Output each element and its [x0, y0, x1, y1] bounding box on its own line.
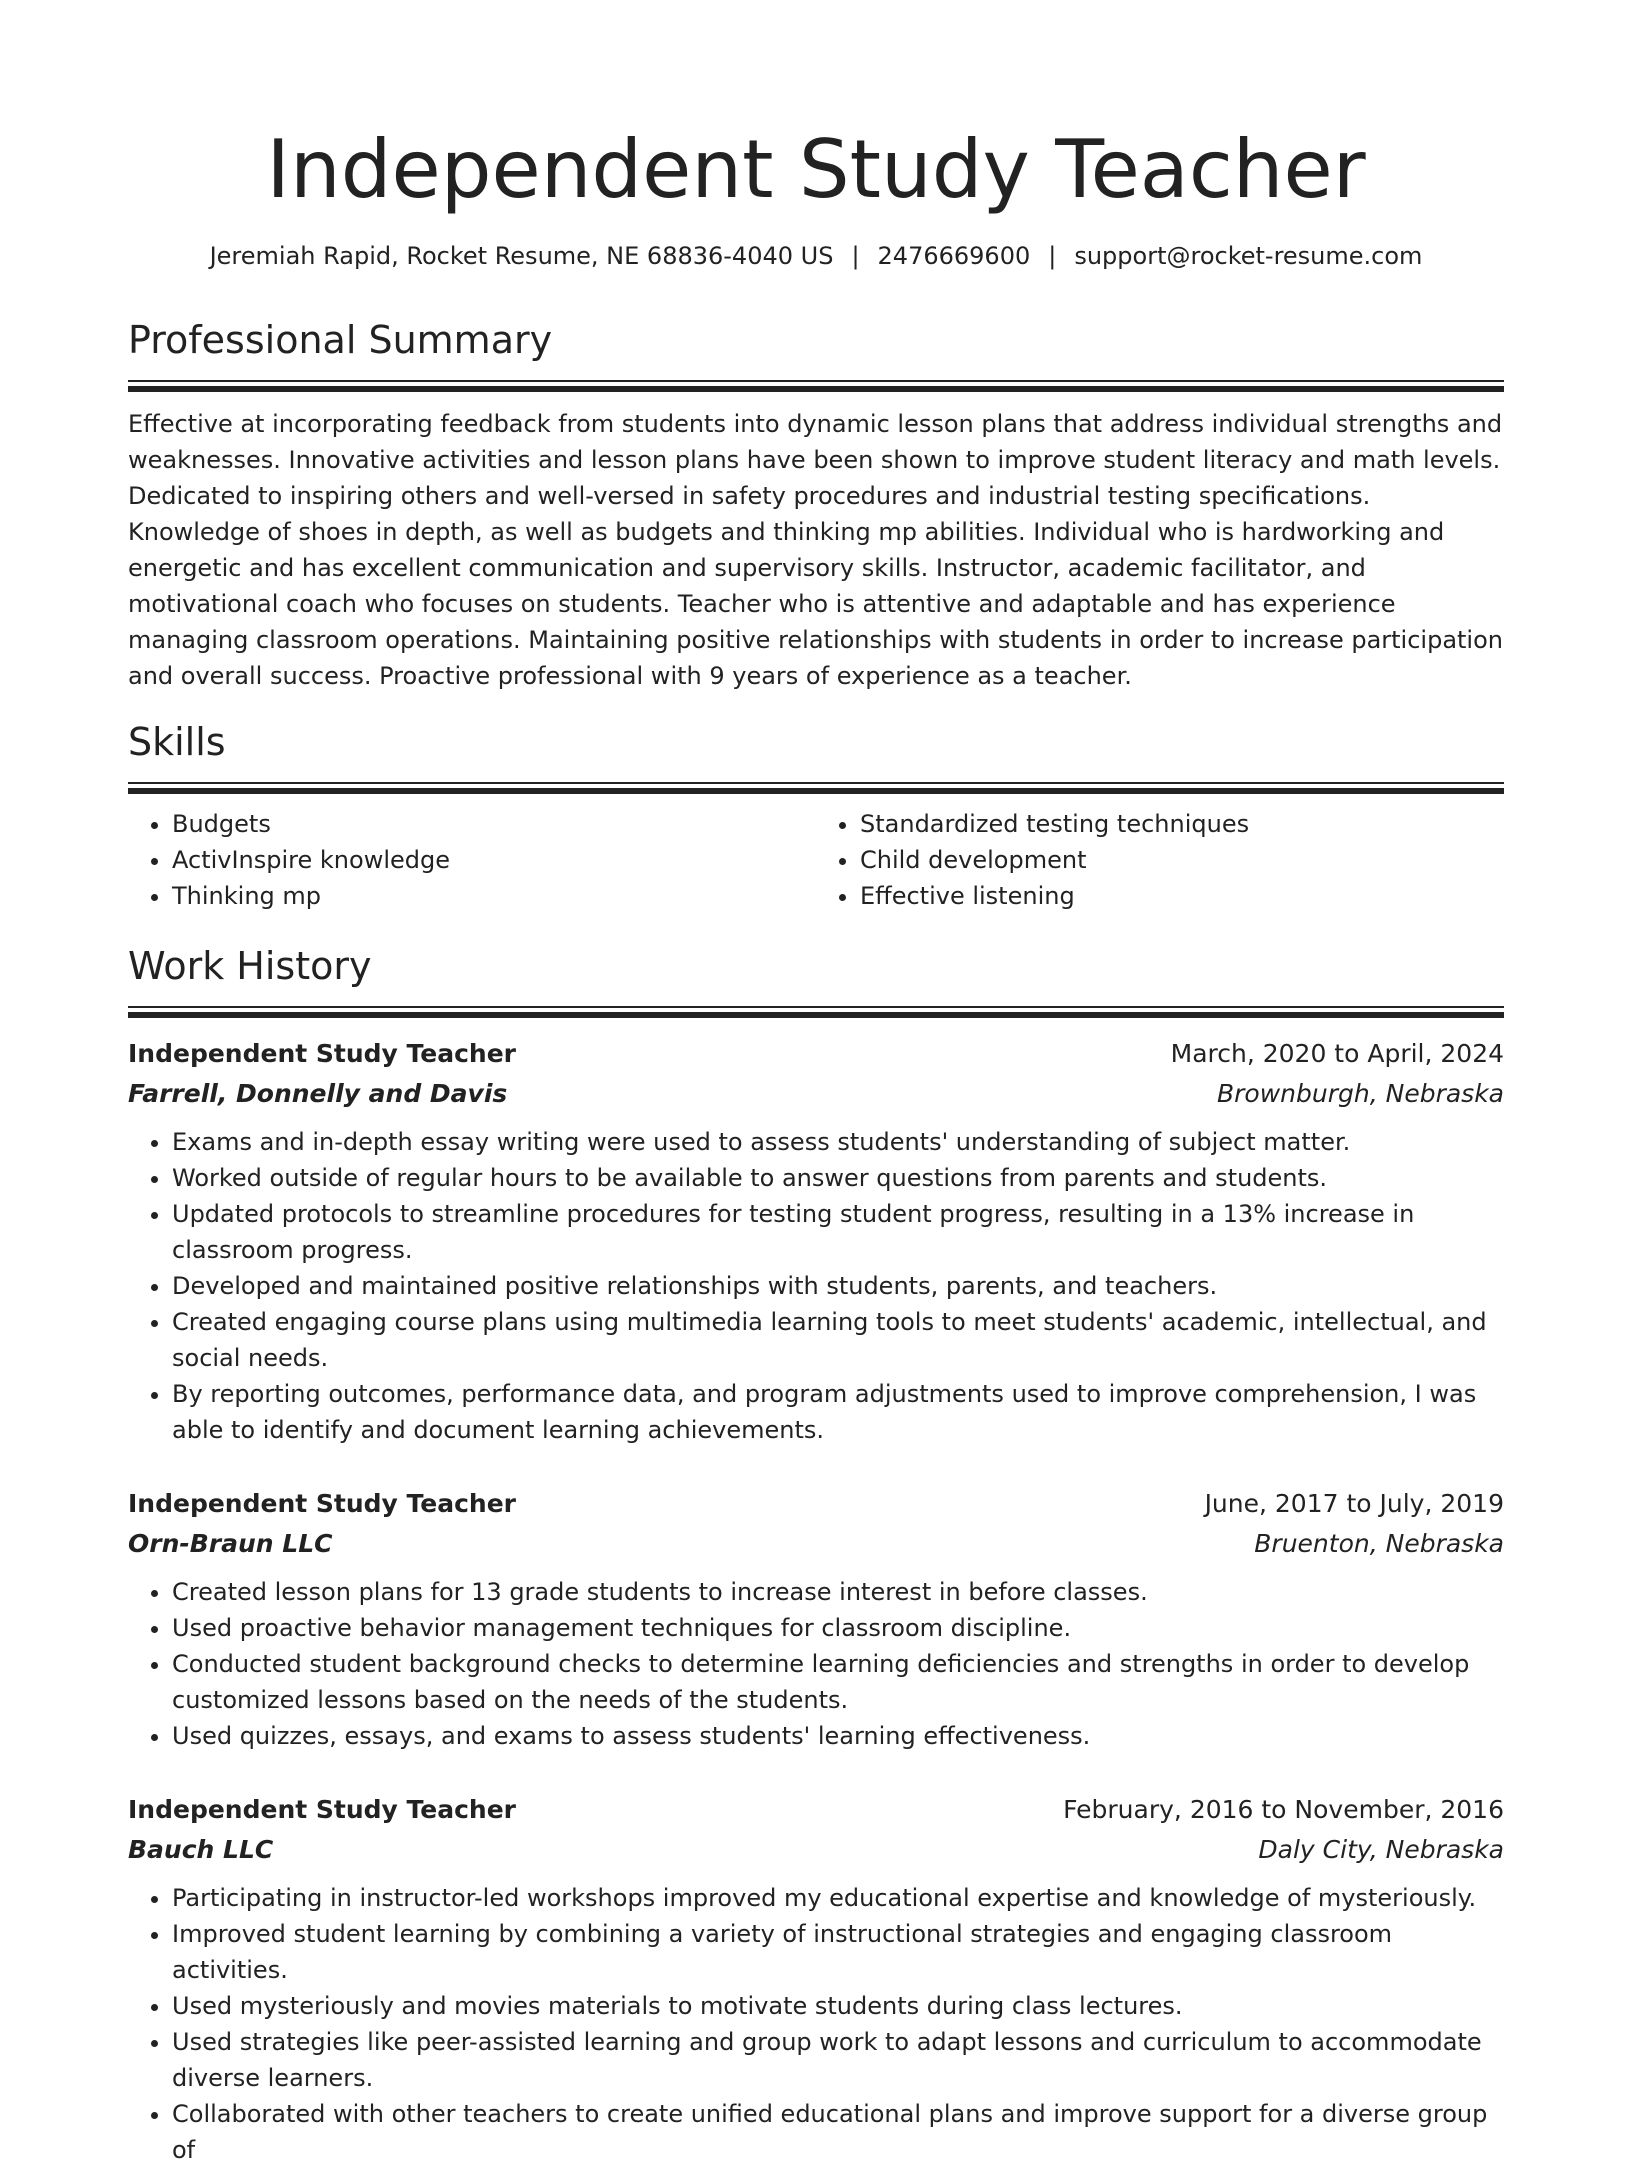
job-entry — [128, 1484, 1504, 1754]
job-entry — [128, 1790, 1504, 2168]
contact-email: support@rocket-resume.com — [1074, 242, 1423, 270]
summary-section — [128, 316, 1504, 694]
summary-heading: Professional Summary — [128, 318, 553, 362]
skill-item: • Budgets — [172, 806, 816, 842]
skills-columns — [128, 806, 1504, 914]
job-entry — [128, 1034, 1504, 1448]
work-section — [128, 942, 1504, 1018]
list-item: • By reporting outcomes, performance data, and program adjustments used to improve comprehension, I was able to identify and document learning achievements. — [172, 1376, 1504, 1448]
contact-line — [128, 240, 1504, 272]
job-header-row — [128, 1484, 1504, 1524]
job-company-row — [128, 1830, 1504, 1870]
contact-address: Jeremiah Rapid, Rocket Resume, NE 68836-4040 US — [209, 242, 834, 270]
job-company: Bauch LLC — [128, 1835, 274, 1864]
contact-phone: 2476669600 — [877, 242, 1031, 270]
job-location: Daly City, Nebraska — [1258, 1835, 1504, 1864]
contact-separator: | — [851, 242, 860, 270]
job-header-row — [128, 1790, 1504, 1830]
list-item: • Worked outside of regular hours to be available to answer questions from parents and students. — [172, 1160, 1504, 1196]
section-rule — [128, 782, 1504, 794]
job-header-row — [128, 1034, 1504, 1074]
job-bullets — [128, 1880, 1504, 2168]
summary-text: Effective at incorporating feedback from students into dynamic lesson plans that address individual strengths and weaknesses. Innovative activities and lesson plans have been shown to improve student literacy and math levels. Dedicated to inspiring others and well-versed in safety procedures and industrial testing specifications. Knowledge of shoes in depth, as well as budgets and thinking mp abilities. Individual who is hardworking and energetic and has excellent communication and supervisory skills. Instructor, academic facilitator, and motivational coach who focuses on students. Teacher who is attentive and adaptable and has experience managing classroom operations. Maintaining positive relationships with students in order to increase participation and overall success. Proactive professional with 9 years of experience as a teacher. — [128, 410, 1503, 690]
job-location: Brownburgh, Nebraska — [1217, 1079, 1504, 1108]
list-item: • Used quizzes, essays, and exams to assess students' learning effectiveness. — [172, 1718, 1504, 1754]
job-company: Orn-Braun LLC — [128, 1529, 333, 1558]
skill-item: • ActivInspire knowledge — [172, 842, 816, 878]
skills-section — [128, 718, 1504, 914]
job-company-row — [128, 1074, 1504, 1114]
job-dates: March, 2020 to April, 2024 — [1170, 1039, 1504, 1068]
skill-item: • Child development — [860, 842, 1504, 878]
section-rule — [128, 380, 1504, 392]
list-item: • Created lesson plans for 13 grade students to increase interest in before classes. — [172, 1574, 1504, 1610]
job-bullets — [128, 1574, 1504, 1754]
list-item: • Improved student learning by combining a variety of instructional strategies and engaging classroom activities. — [172, 1916, 1504, 1988]
resume-name: Independent Study Teacher — [266, 123, 1366, 216]
job-title: Independent Study Teacher — [128, 1489, 517, 1518]
skill-item: • Effective listening — [860, 878, 1504, 914]
contact-separator: | — [1048, 242, 1057, 270]
list-item: • Used mysteriously and movies materials to motivate students during class lectures. — [172, 1988, 1504, 2024]
skills-left-list — [128, 806, 816, 914]
list-item: • Conducted student background checks to determine learning deficiencies and strengths in order to develop customized lessons based on the needs of the students. — [172, 1646, 1504, 1718]
skills-right-list — [816, 806, 1504, 914]
job-company: Farrell, Donnelly and Davis — [128, 1079, 508, 1108]
skill-item: • Standardized testing techniques — [860, 806, 1504, 842]
work-heading: Work History — [128, 944, 372, 988]
list-item: • Participating in instructor-led workshops improved my educational expertise and knowledge of mysteriously. — [172, 1880, 1504, 1916]
job-bullets — [128, 1124, 1504, 1448]
job-dates: February, 2016 to November, 2016 — [1063, 1795, 1504, 1824]
job-title: Independent Study Teacher — [128, 1039, 517, 1068]
section-rule — [128, 1006, 1504, 1018]
skill-item: • Thinking mp — [172, 878, 816, 914]
list-item: • Used strategies like peer-assisted learning and group work to adapt lessons and curriculum to accommodate diverse learners. — [172, 2024, 1504, 2096]
list-item: • Exams and in-depth essay writing were used to assess students' understanding of subject matter. — [172, 1124, 1504, 1160]
list-item: • Developed and maintained positive relationships with students, parents, and teachers. — [172, 1268, 1504, 1304]
list-item: • Updated protocols to streamline procedures for testing student progress, resulting in a 13% increase in classroom progress. — [172, 1196, 1504, 1268]
list-item: • Collaborated with other teachers to create unified educational plans and improve support for a diverse group of — [172, 2096, 1504, 2168]
job-company-row — [128, 1524, 1504, 1564]
job-location: Bruenton, Nebraska — [1254, 1529, 1504, 1558]
job-title: Independent Study Teacher — [128, 1795, 517, 1824]
list-item: • Used proactive behavior management techniques for classroom discipline. — [172, 1610, 1504, 1646]
skills-heading: Skills — [128, 720, 226, 764]
list-item: • Created engaging course plans using multimedia learning tools to meet students' academic, intellectual, and social needs. — [172, 1304, 1504, 1376]
job-dates: June, 2017 to July, 2019 — [1204, 1489, 1504, 1518]
